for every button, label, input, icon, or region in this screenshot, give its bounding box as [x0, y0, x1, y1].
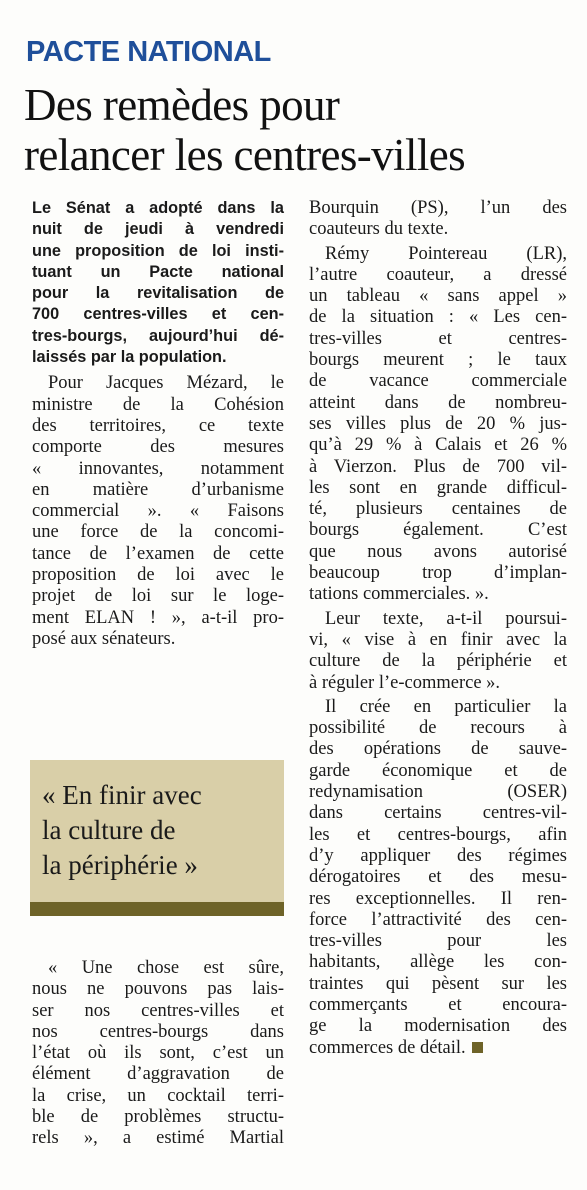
pull-quote-line: « En finir avec — [42, 780, 202, 810]
text-line: posé aux sénateurs. — [32, 628, 176, 649]
text-line: ministre de la Cohésion — [32, 394, 284, 415]
text-line: commerçants et encoura- — [309, 994, 567, 1015]
text-line: que nous avons autorisé — [309, 541, 567, 562]
text-line: une proposition de loi insti- — [32, 241, 284, 260]
text-line: l’autre coauteur, a dressé — [309, 264, 567, 285]
text-line: nos centres-bourgs dans — [32, 1021, 284, 1042]
text-line: pour la revitalisation de — [32, 284, 284, 303]
text-line: la crise, un cocktail terri- — [32, 1085, 284, 1106]
text-line: ser nos centres-villes et — [32, 1000, 284, 1021]
text-line: à réguler l’e-commerce ». — [309, 672, 501, 693]
text-line: ment ELAN ! », a-t-il pro- — [32, 607, 284, 628]
text-line: en matière d’urbanisme — [32, 479, 284, 500]
text-line: élément d’aggravation de — [32, 1064, 284, 1085]
headline — [24, 80, 574, 180]
body-paragraph — [309, 198, 567, 241]
text-line: redynamisation (OSER) — [309, 782, 567, 803]
text-line: dérogatoires et des mesu- — [309, 867, 567, 888]
text-line: tance de l’examen de cette — [32, 543, 284, 564]
text-line: proposition de loi avec le — [32, 565, 284, 586]
text-line: commerces de détail. — [309, 1038, 567, 1059]
text-line: des opérations de sauve- — [309, 739, 567, 760]
body-paragraph — [32, 373, 284, 650]
text-line: possibilité de recours à — [309, 718, 567, 739]
text-line: atteint dans de nombreu- — [309, 392, 567, 413]
body-paragraph — [32, 958, 284, 1150]
pull-quote-line: la périphérie » — [42, 850, 198, 880]
text-line: « innovantes, notamment — [32, 458, 284, 479]
text-line: bourgs également. C’est — [309, 520, 567, 541]
text-line: Rémy Pointereau (LR), — [325, 243, 567, 264]
text-line: ble de problèmes structu- — [32, 1107, 284, 1128]
text-line: ses villes plus de 20 % jus- — [309, 413, 567, 434]
text-line: Le Sénat a adopté dans la — [32, 199, 284, 217]
text-line: l’état où ils sont, c’est un — [32, 1043, 284, 1064]
lead-paragraph — [32, 198, 284, 368]
text-line: rels », a estimé Martial — [32, 1128, 284, 1149]
text-line: qu’à 29 % à Calais et 26 % — [309, 435, 567, 456]
pull-quote-rule — [30, 902, 284, 916]
text-line: ge la modernisation des — [309, 1016, 567, 1037]
text-line: habitants, allège les con- — [309, 952, 567, 973]
text-line: Il crée en particulier la — [325, 696, 567, 717]
text-line: un tableau « sans appel » — [309, 286, 567, 307]
section-kicker: PACTE NATIONAL — [26, 36, 271, 68]
text-line: res exceptionnelles. Il ren- — [309, 888, 567, 909]
text-line: bourgs meurent ; le taux — [309, 350, 567, 371]
pull-quote-text — [42, 778, 278, 883]
text-line: garde économique et de — [309, 760, 567, 781]
text-line: 700 centres-villes et cen- — [32, 305, 284, 324]
text-line: traintes qui pèsent sur les — [309, 973, 567, 994]
end-mark-icon — [472, 1042, 483, 1053]
text-line: de la situation : « Les cen- — [309, 307, 567, 328]
body-paragraph — [309, 244, 567, 606]
pull-quote-line: la culture de — [42, 815, 176, 845]
text-line: Pour Jacques Mézard, le — [48, 373, 284, 394]
text-line: dans certains centres-vil- — [309, 803, 567, 824]
text-line: Bourquin (PS), l’un des — [309, 198, 567, 218]
text-line: vi, « vise à en finir avec la — [309, 629, 567, 650]
headline-line: Des remèdes pour — [24, 80, 340, 130]
text-line: beaucoup trop d’implan- — [309, 563, 567, 584]
text-line: d’y appliquer des régimes — [309, 845, 567, 866]
body-paragraph — [309, 609, 567, 694]
text-line: force l’attractivité des cen- — [309, 909, 567, 930]
text-line: tres-villes et centres- — [309, 328, 567, 349]
text-line: laissés par la population. — [32, 348, 227, 367]
text-line: projet de loi sur le loge- — [32, 586, 284, 607]
text-line: tres-villes pour les — [309, 931, 567, 952]
text-line: commercial ». « Faisons — [32, 501, 284, 522]
text-line: à Vierzon. Plus de 700 vil- — [309, 456, 567, 477]
headline-line: relancer les centres-villes — [24, 130, 466, 180]
text-line: les et centres-bourgs, afin — [309, 824, 567, 845]
text-line: tuant un Pacte national — [32, 262, 284, 281]
text-line: les sont en grande difficul- — [309, 477, 567, 498]
right-column — [309, 198, 567, 1059]
text-line: Leur texte, a-t-il poursui- — [325, 608, 567, 629]
text-line: « Une chose est sûre, — [48, 958, 284, 978]
text-line: nous ne pouvons pas lais- — [32, 979, 284, 1000]
text-line: de vacance commerciale — [309, 371, 567, 392]
text-line: tres-bourgs, aujourd’hui dé- — [32, 326, 284, 345]
text-line: tations commerciales. ». — [309, 584, 489, 605]
text-line: des territoires, ce texte — [32, 415, 284, 436]
left-bottom-column — [32, 958, 284, 1150]
text-line: coauteurs du texte. — [309, 219, 449, 240]
left-column — [32, 198, 284, 650]
text-line: une force de la concomi- — [32, 522, 284, 543]
text-line: nuit de jeudi à vendredi — [32, 220, 284, 239]
text-line: comporte des mesures — [32, 437, 284, 458]
text-line: té, plusieurs centaines de — [309, 499, 567, 520]
text-line: culture de la périphérie et — [309, 651, 567, 672]
pull-quote — [30, 760, 284, 916]
body-paragraph — [309, 697, 567, 1059]
